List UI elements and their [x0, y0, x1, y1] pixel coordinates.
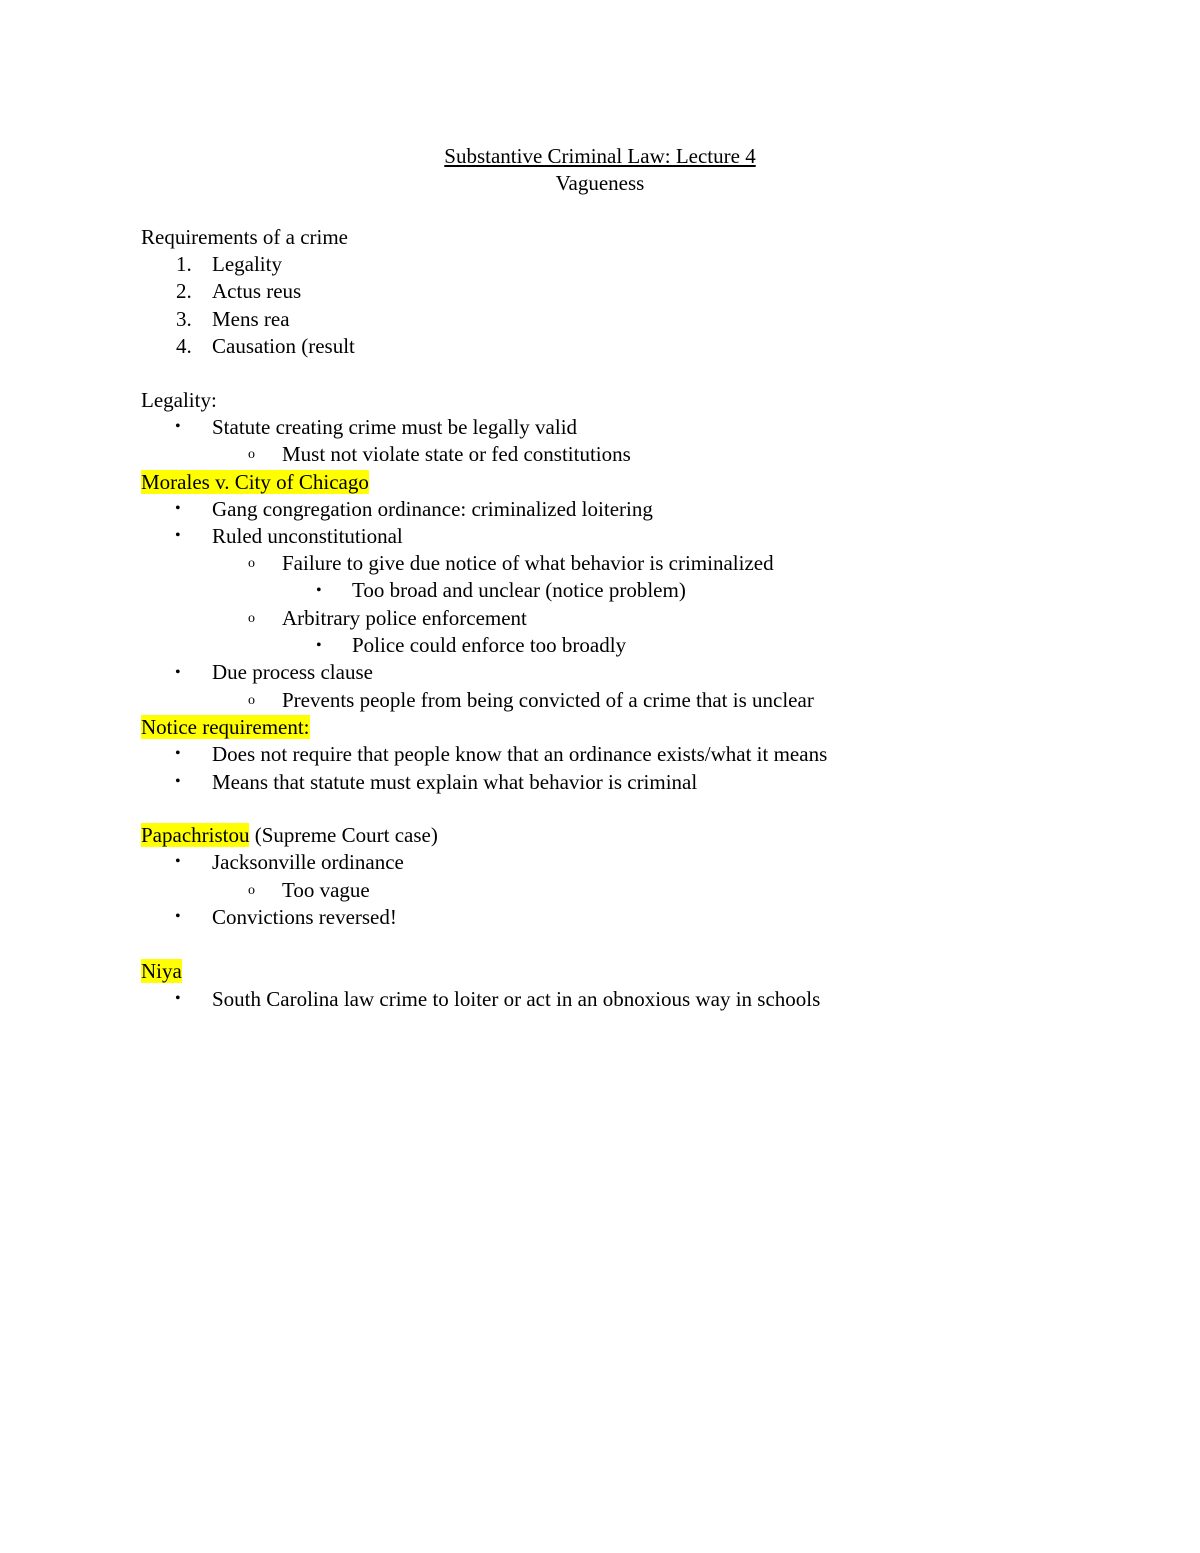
- bullet-icon: •: [175, 500, 181, 517]
- list-item: Mens rea: [212, 307, 290, 331]
- bullet-icon: •: [175, 773, 181, 790]
- case-note: (Supreme Court case): [249, 823, 438, 847]
- sub-bullet-icon: o: [248, 693, 255, 708]
- list-number: 4.: [176, 334, 192, 358]
- legality-heading: Legality:: [141, 388, 217, 412]
- morales-heading: [141, 469, 369, 496]
- notice-heading: [141, 714, 310, 741]
- list-item: Ruled unconstitutional: [212, 524, 403, 548]
- bullet-icon: •: [175, 990, 181, 1007]
- list-item: Due process clause: [212, 660, 373, 684]
- list-item: Arbitrary police enforcement: [282, 606, 527, 630]
- list-item: Statute creating crime must be legally valid: [212, 415, 578, 439]
- bullet-icon: •: [316, 582, 322, 599]
- list-item: Gang congregation ordinance: criminalized loitering: [212, 497, 653, 521]
- list-item: Actus reus: [212, 279, 302, 303]
- list-item: Prevents people from being convicted of a crime that is unclear: [282, 688, 814, 712]
- list-number: 3.: [176, 307, 192, 331]
- page-subtitle: Vagueness: [555, 171, 645, 195]
- bullet-icon: •: [175, 853, 181, 870]
- list-item: Must not violate state or fed constitutions: [282, 442, 631, 466]
- papachristou-heading: [141, 822, 438, 849]
- list-item: Police could enforce too broadly: [352, 633, 627, 657]
- bullet-icon: •: [175, 527, 181, 544]
- highlighted-heading: Notice requirement:: [141, 715, 310, 739]
- sub-bullet-icon: o: [248, 883, 255, 898]
- bullet-icon: •: [175, 418, 181, 435]
- highlighted-case-name: Niya: [141, 959, 182, 983]
- list-item: Too broad and unclear (notice problem): [352, 578, 686, 602]
- list-item: Jacksonville ordinance: [212, 850, 404, 874]
- list-number: 2.: [176, 279, 192, 303]
- bullet-icon: •: [175, 908, 181, 925]
- list-item: Convictions reversed!: [212, 905, 397, 929]
- page-title: [0, 143, 1200, 170]
- highlighted-case-name: Morales v. City of Chicago: [141, 470, 369, 494]
- sub-bullet-icon: o: [248, 611, 255, 626]
- list-item: Causation (result: [212, 334, 355, 358]
- list-item: South Carolina law crime to loiter or act in an obnoxious way in schools: [212, 987, 821, 1011]
- sub-bullet-icon: o: [248, 447, 255, 462]
- highlighted-case-name: Papachristou: [141, 823, 250, 847]
- list-item: Means that statute must explain what behavior is criminal: [212, 770, 698, 794]
- title-text: Substantive Criminal Law: Lecture 4: [444, 144, 756, 168]
- list-item: Legality: [212, 252, 282, 276]
- requirements-heading: Requirements of a crime: [141, 225, 349, 249]
- bullet-icon: •: [316, 637, 322, 654]
- list-item: Does not require that people know that an ordinance exists/what it means: [212, 742, 828, 766]
- list-item: Too vague: [282, 878, 370, 902]
- bullet-icon: •: [175, 745, 181, 762]
- bullet-icon: •: [175, 664, 181, 681]
- list-item: Failure to give due notice of what behavior is criminalized: [282, 551, 774, 575]
- list-number: 1.: [176, 252, 192, 276]
- niya-heading: [141, 958, 182, 985]
- sub-bullet-icon: o: [248, 556, 255, 571]
